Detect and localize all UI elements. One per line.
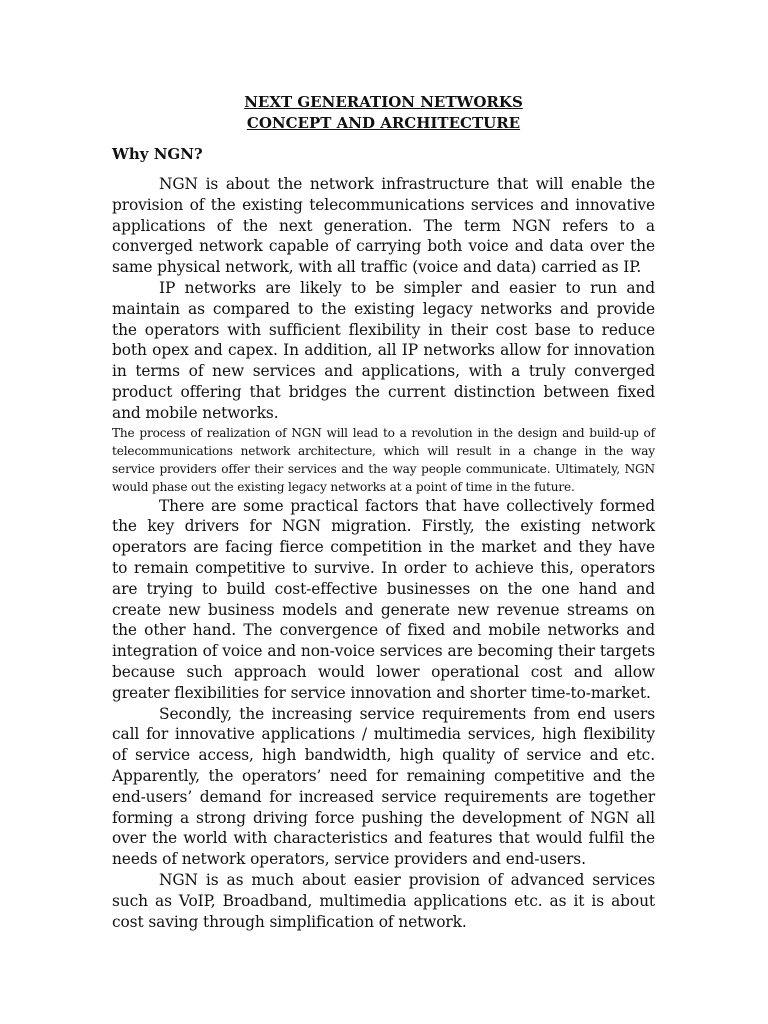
section-heading: Why NGN? bbox=[112, 145, 203, 163]
paragraph-6: NGN is as much about easier provision of advanced services such as VoIP, Broadband, multimedia applications etc. as it is about cost saving through simplification of network. bbox=[112, 870, 655, 931]
paragraph-3: The process of realization of NGN will lead to a revolution in the design and build-up of telecommunications network architecture, which will result in a change in the way service providers offer their services and the way people communicate. Ultimately, NGN would phase out the existing legacy networks at a point of time in the future. bbox=[112, 425, 655, 494]
paragraph-1: NGN is about the network infrastructure that will enable the provision of the existing telecommunications services and innovative applications of the next generation. The term NGN refers to a converged network capable of carrying both voice and data over the same physical network, with all traffic (voice and data) carried as IP. bbox=[112, 175, 655, 277]
document-body bbox=[112, 92, 655, 932]
document-title-line-2: CONCEPT AND ARCHITECTURE bbox=[246, 114, 521, 132]
paragraph-4: There are some practical factors that have collectively formed the key drivers for NGN migration. Firstly, the existing network operators are facing fierce competition in the market and they have to remain competitive to survive. In order to achieve this, operators are trying to build cost-effective businesses on the one hand and create new business models and generate new revenue streams on the other hand. The convergence of fixed and mobile networks and integration of voice and non-voice services are becoming their targets because such approach would lower operational cost and allow greater flexibilities for service innovation and shorter time-to-market. bbox=[112, 496, 655, 702]
paragraph-5: Secondly, the increasing service requirements from end users call for innovative applications / multimedia services, high flexibility of service access, high bandwidth, high quality of service and etc. Apparently, the operators’ need for remaining competitive and the end-users’ demand for increased service requirements are together forming a strong driving force pushing the development of NGN all over the world with characteristics and features that would fulfil the needs of network operators, service providers and end-users. bbox=[112, 704, 655, 869]
paragraph-2: IP networks are likely to be simpler and easier to run and maintain as compared to the existing legacy networks and provide the operators with sufficient flexibility in their cost base to reduce both opex and capex. In addition, all IP networks allow for innovation in terms of new services and applications, with a truly converged product offering that bridges the current distinction between fixed and mobile networks. bbox=[112, 278, 655, 422]
document-title-line-1: NEXT GENERATION NETWORKS bbox=[244, 93, 523, 111]
